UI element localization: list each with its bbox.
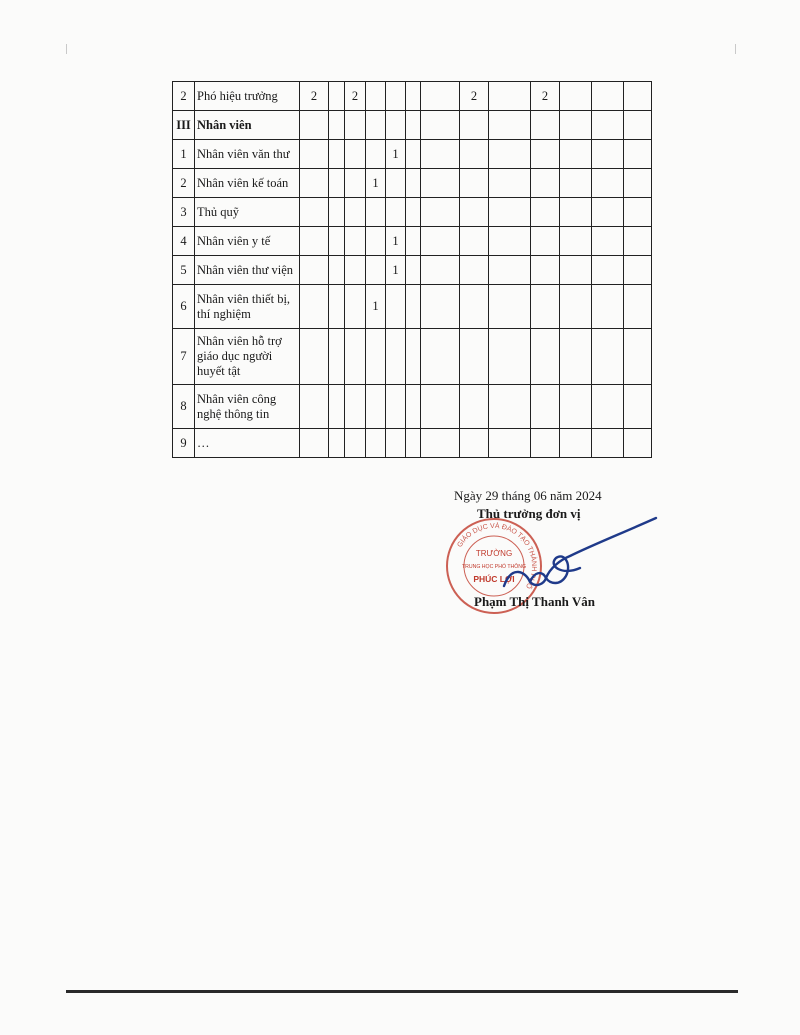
count-cell [406,111,421,140]
count-cell [329,429,345,458]
count-cell [560,385,592,429]
count-cell [531,285,560,329]
position-name: Nhân viên [195,111,300,140]
signature-date: Ngày 29 tháng 06 năm 2024 [454,488,602,503]
count-cell: 1 [366,169,386,198]
count-cell: 1 [366,285,386,329]
seal-line-2: TRUNG HỌC PHỔ THÔNG [461,564,527,570]
count-cell [300,429,329,458]
handwritten-signature [490,512,660,592]
count-cell: 1 [386,227,406,256]
count-cell [421,140,460,169]
count-cell [489,198,531,227]
row-number: 5 [173,256,195,285]
count-cell [624,285,652,329]
count-cell [531,385,560,429]
count-cell [329,329,345,385]
count-cell [300,329,329,385]
count-cell [489,111,531,140]
count-cell [366,256,386,285]
count-cell [489,82,531,111]
count-cell [560,169,592,198]
seal-ring-text: GIÁO DỤC VÀ ĐÀO TẠO THÀNH PHỐ [456,522,538,590]
count-cell [406,429,421,458]
count-cell [406,169,421,198]
count-cell: 2 [300,82,329,111]
page-bottom-edge [66,990,738,993]
count-cell [300,111,329,140]
count-cell [592,169,624,198]
table-row [173,285,652,329]
count-cell [460,329,489,385]
count-cell [531,256,560,285]
page-edge-mark-left [66,44,67,54]
count-cell [531,329,560,385]
row-number: 7 [173,329,195,385]
staffing-table-body [173,82,652,458]
count-cell [592,285,624,329]
count-cell [345,329,366,385]
seal-line-1: TRƯỜNG [475,549,513,558]
count-cell [592,198,624,227]
count-cell [386,385,406,429]
count-cell [624,111,652,140]
count-cell [421,111,460,140]
count-cell [300,198,329,227]
count-cell [421,198,460,227]
position-name: Nhân viên văn thư [195,140,300,169]
count-cell [489,169,531,198]
seal-line-3: PHÚC LỢI [473,574,515,584]
count-cell [300,256,329,285]
position-name: Phó hiệu trưởng [195,82,300,111]
count-cell [624,429,652,458]
count-cell [300,169,329,198]
row-number: 3 [173,198,195,227]
count-cell [300,227,329,256]
count-cell [592,227,624,256]
count-cell [489,329,531,385]
table-row [173,169,652,198]
count-cell [345,256,366,285]
count-cell [421,82,460,111]
count-cell [345,140,366,169]
count-cell [366,329,386,385]
count-cell [406,198,421,227]
count-cell [489,140,531,169]
count-cell [560,198,592,227]
count-cell [531,111,560,140]
position-name: Nhân viên thư viện [195,256,300,285]
count-cell [560,285,592,329]
count-cell [329,82,345,111]
count-cell [406,82,421,111]
count-cell [624,385,652,429]
count-cell [345,111,366,140]
count-cell [366,82,386,111]
count-cell [406,256,421,285]
count-cell [406,385,421,429]
count-cell [386,198,406,227]
count-cell [386,111,406,140]
count-cell [592,140,624,169]
count-cell [366,429,386,458]
count-cell [489,429,531,458]
count-cell [366,111,386,140]
count-cell [560,82,592,111]
position-name: Nhân viên kế toán [195,169,300,198]
count-cell: 2 [460,82,489,111]
table-row [173,227,652,256]
count-cell [386,285,406,329]
count-cell [329,111,345,140]
count-cell [560,256,592,285]
count-cell [460,256,489,285]
count-cell [460,385,489,429]
count-cell [592,256,624,285]
count-cell [624,169,652,198]
count-cell [421,227,460,256]
count-cell [329,198,345,227]
count-cell [624,198,652,227]
table-row [173,82,652,111]
count-cell [421,429,460,458]
count-cell [560,429,592,458]
position-name: Nhân viên thiết bị, thí nghiệm [195,285,300,329]
count-cell [421,256,460,285]
count-cell [624,140,652,169]
table-row [173,198,652,227]
count-cell [386,429,406,458]
page-edge-mark-right [735,44,736,54]
row-number: 2 [173,169,195,198]
count-cell [624,329,652,385]
count-cell [300,385,329,429]
table-row [173,385,652,429]
count-cell [592,82,624,111]
count-cell [531,198,560,227]
table-row [173,429,652,458]
count-cell [421,285,460,329]
count-cell [460,198,489,227]
count-cell [489,285,531,329]
count-cell [386,169,406,198]
count-cell [366,198,386,227]
count-cell [489,227,531,256]
count-cell [329,169,345,198]
count-cell [560,140,592,169]
count-cell [531,140,560,169]
count-cell [531,227,560,256]
count-cell [460,111,489,140]
count-cell [531,169,560,198]
count-cell [345,385,366,429]
count-cell [406,140,421,169]
count-cell [460,140,489,169]
count-cell [300,285,329,329]
count-cell [460,429,489,458]
position-name: Nhân viên hỗ trợ giáo dục người huyết tật [195,329,300,385]
count-cell [345,198,366,227]
count-cell [489,385,531,429]
count-cell [366,140,386,169]
count-cell [300,140,329,169]
count-cell: 1 [386,256,406,285]
count-cell [460,227,489,256]
row-number: 6 [173,285,195,329]
count-cell: 2 [531,82,560,111]
table-row [173,329,652,385]
count-cell [560,111,592,140]
count-cell [460,285,489,329]
staffing-table [172,81,652,458]
table-row [173,111,652,140]
signature-title: Thủ trưởng đơn vị [477,506,581,521]
count-cell [386,82,406,111]
row-number: III [173,111,195,140]
count-cell [366,227,386,256]
count-cell [386,329,406,385]
position-name: … [195,429,300,458]
count-cell [624,82,652,111]
count-cell [345,429,366,458]
position-name: Nhân viên y tế [195,227,300,256]
count-cell [329,385,345,429]
count-cell [531,429,560,458]
count-cell [592,385,624,429]
table-row [173,256,652,285]
count-cell: 2 [345,82,366,111]
table-row [173,140,652,169]
row-number: 1 [173,140,195,169]
count-cell [329,256,345,285]
count-cell: 1 [386,140,406,169]
count-cell [406,285,421,329]
count-cell [421,385,460,429]
count-cell [560,227,592,256]
count-cell [560,329,592,385]
row-number: 8 [173,385,195,429]
count-cell [345,285,366,329]
row-number: 4 [173,227,195,256]
count-cell [592,329,624,385]
position-name: Nhân viên công nghệ thông tin [195,385,300,429]
count-cell [624,227,652,256]
position-name: Thủ quỹ [195,198,300,227]
count-cell [592,111,624,140]
count-cell [345,227,366,256]
count-cell [345,169,366,198]
signatory-name: Phạm Thị Thanh Vân [474,594,596,609]
count-cell [329,227,345,256]
count-cell [329,140,345,169]
row-number: 9 [173,429,195,458]
count-cell [421,169,460,198]
count-cell [329,285,345,329]
count-cell [624,256,652,285]
count-cell [406,329,421,385]
row-number: 2 [173,82,195,111]
count-cell [460,169,489,198]
count-cell [366,385,386,429]
count-cell [406,227,421,256]
count-cell [489,256,531,285]
count-cell [592,429,624,458]
count-cell [421,329,460,385]
